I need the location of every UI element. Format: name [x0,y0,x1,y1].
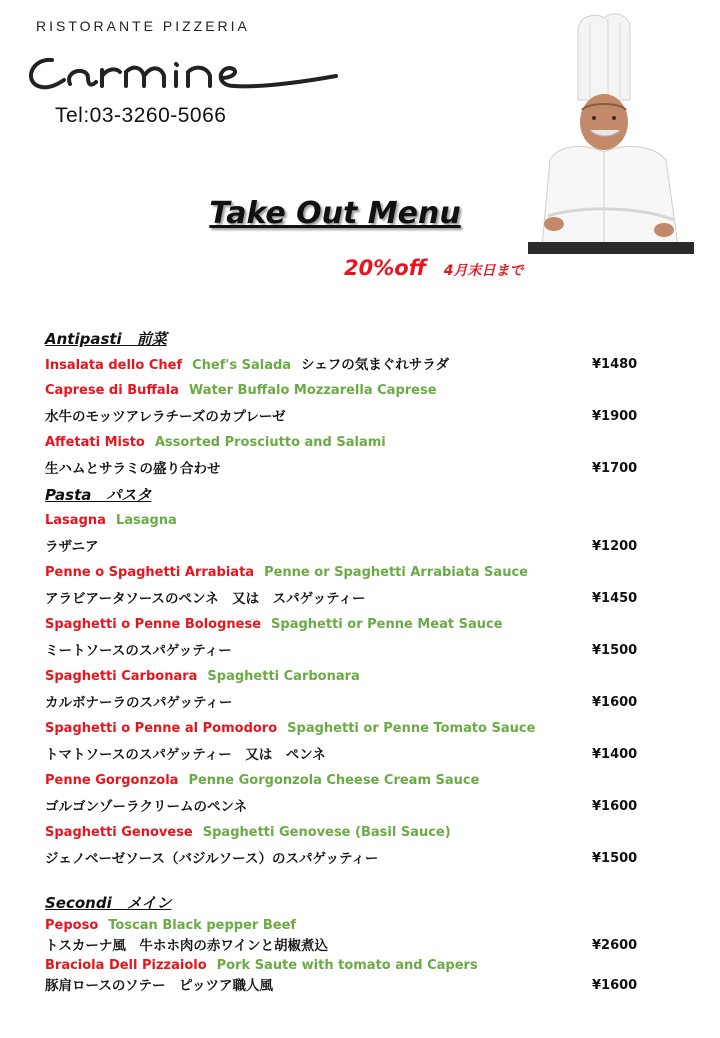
item-price: ¥1700 [592,461,638,476]
section-antipasti: Antipasti 前菜 [45,330,167,348]
item-italian-name: Spaghetti Carbonara [45,669,198,684]
item-japanese-name: トスカーナ風 牛ホホ肉の赤ワインと胡椒煮込 [45,938,328,954]
item-italian-name: Braciola Dell Pizzaiolo [45,958,207,973]
item-price: ¥1480 [592,357,638,372]
item-italian-name: Penne o Spaghetti Arrabiata [45,565,255,580]
item-japanese-name: ゴルゴンゾーラクリームのペンネ [45,799,248,815]
item-english-name: Spaghetti or Penne Tomato Sauce [287,721,536,736]
item-price: ¥1500 [592,851,638,866]
item-english-name: Penne or Spaghetti Arrabiata Sauce [264,565,528,580]
item-price: ¥1200 [592,539,638,554]
carmine-logo [24,46,342,98]
promo [344,256,524,280]
item-price: ¥1900 [592,409,638,424]
item-english-name: Spaghetti or Penne Meat Sauce [271,617,503,632]
menu-item-gorgonzola [45,768,645,794]
item-price: ¥1600 [592,978,638,993]
item-english-name: Toscan Black pepper Beef [108,918,297,933]
item-italian-name: Lasagna [45,513,106,528]
item-japanese-name: アラビアータソースのペンネ 又は スパゲッティー [45,591,366,607]
item-english-name: Chef's Salada [192,358,292,373]
menu-item-caprese [45,378,645,404]
item-english-name: Pork Saute with tomato and Capers [216,958,478,973]
item-english-name: Water Buffalo Mozzarella Caprese [188,383,437,398]
brand-top: RISTORANTE PIZZERIA [36,18,250,34]
menu-item-peposo [45,916,645,936]
item-japanese-name: 生ハムとサラミの盛り合わせ [45,461,221,477]
item-japanese-name: ラザニア [45,539,99,555]
item-price: ¥2600 [592,938,638,953]
menu-item-carbonara [45,664,645,690]
menu-item-carbonara-jp [45,690,645,716]
item-price: ¥1400 [592,747,638,762]
menu-item-arrabiata-jp [45,586,645,612]
section-pasta: Pasta パスタ [45,486,152,504]
item-italian-name: Spaghetti Genovese [45,825,193,840]
item-english-name: Penne Gorgonzola Cheese Cream Sauce [188,773,480,788]
item-english-name: Lasagna [115,513,177,528]
menu-item-lasagna-jp [45,534,645,560]
item-japanese-name: シェフの気まぐれサラダ [301,357,450,373]
menu-item-arrabiata [45,560,645,586]
item-price: ¥1450 [592,591,638,606]
menu-item-bolognese [45,612,645,638]
item-english-name: Assorted Prosciutto and Salami [154,435,386,450]
item-japanese-name: 水牛のモッツアレラチーズのカプレーゼ [45,409,286,425]
item-italian-name: Penne Gorgonzola [45,773,179,788]
item-japanese-name: トマトソースのスパゲッティー 又は ペンネ [45,747,326,763]
menu-title: Take Out Menu [209,196,461,231]
menu-list [45,326,645,996]
promo-until-text: 4月末日まで [443,263,524,279]
menu-item-genovese [45,820,645,846]
item-italian-name: Peposo [45,918,99,933]
menu-item-gorgonzola-jp [45,794,645,820]
menu-item-braciola [45,956,645,976]
item-price: ¥1600 [592,695,638,710]
menu-item-insalata [45,352,645,378]
section-secondi: Secondi メイン [45,894,172,912]
menu-item-lasagna [45,508,645,534]
item-italian-name: Insalata dello Chef [45,358,183,373]
menu-item-bolognese-jp [45,638,645,664]
telephone: Tel:03-3260-5066 [55,104,227,127]
item-english-name: Spaghetti Carbonara [207,669,360,684]
item-japanese-name: ジェノベーゼソース（バジルソース）のスパゲッティー [45,851,379,867]
item-italian-name: Spaghetti o Penne al Pomodoro [45,721,278,736]
menu-item-caprese-jp [45,404,645,430]
menu-item-braciola-jp [45,976,645,996]
section-spacer [45,872,645,890]
menu-item-pomodoro [45,716,645,742]
item-japanese-name: カルボナーラのスパゲッティー [45,695,233,711]
item-japanese-name: 豚肩ロースのソテー ピッツア職人風 [45,978,274,994]
discount-text: 20%off [344,256,427,280]
item-italian-name: Affetati Misto [45,435,145,450]
item-price: ¥1500 [592,643,638,658]
item-price: ¥1600 [592,799,638,814]
item-japanese-name: ミートソースのスパゲッティー [45,643,232,659]
item-english-name: Spaghetti Genovese (Basil Sauce) [202,825,451,840]
menu-item-pomodoro-jp [45,742,645,768]
menu-item-genovese-jp [45,846,645,872]
menu-item-affetati [45,430,645,456]
item-italian-name: Spaghetti o Penne Bolognese [45,617,262,632]
item-italian-name: Caprese di Buffala [45,383,179,398]
menu-item-peposo-jp [45,936,645,956]
menu-item-affetati-jp [45,456,645,482]
